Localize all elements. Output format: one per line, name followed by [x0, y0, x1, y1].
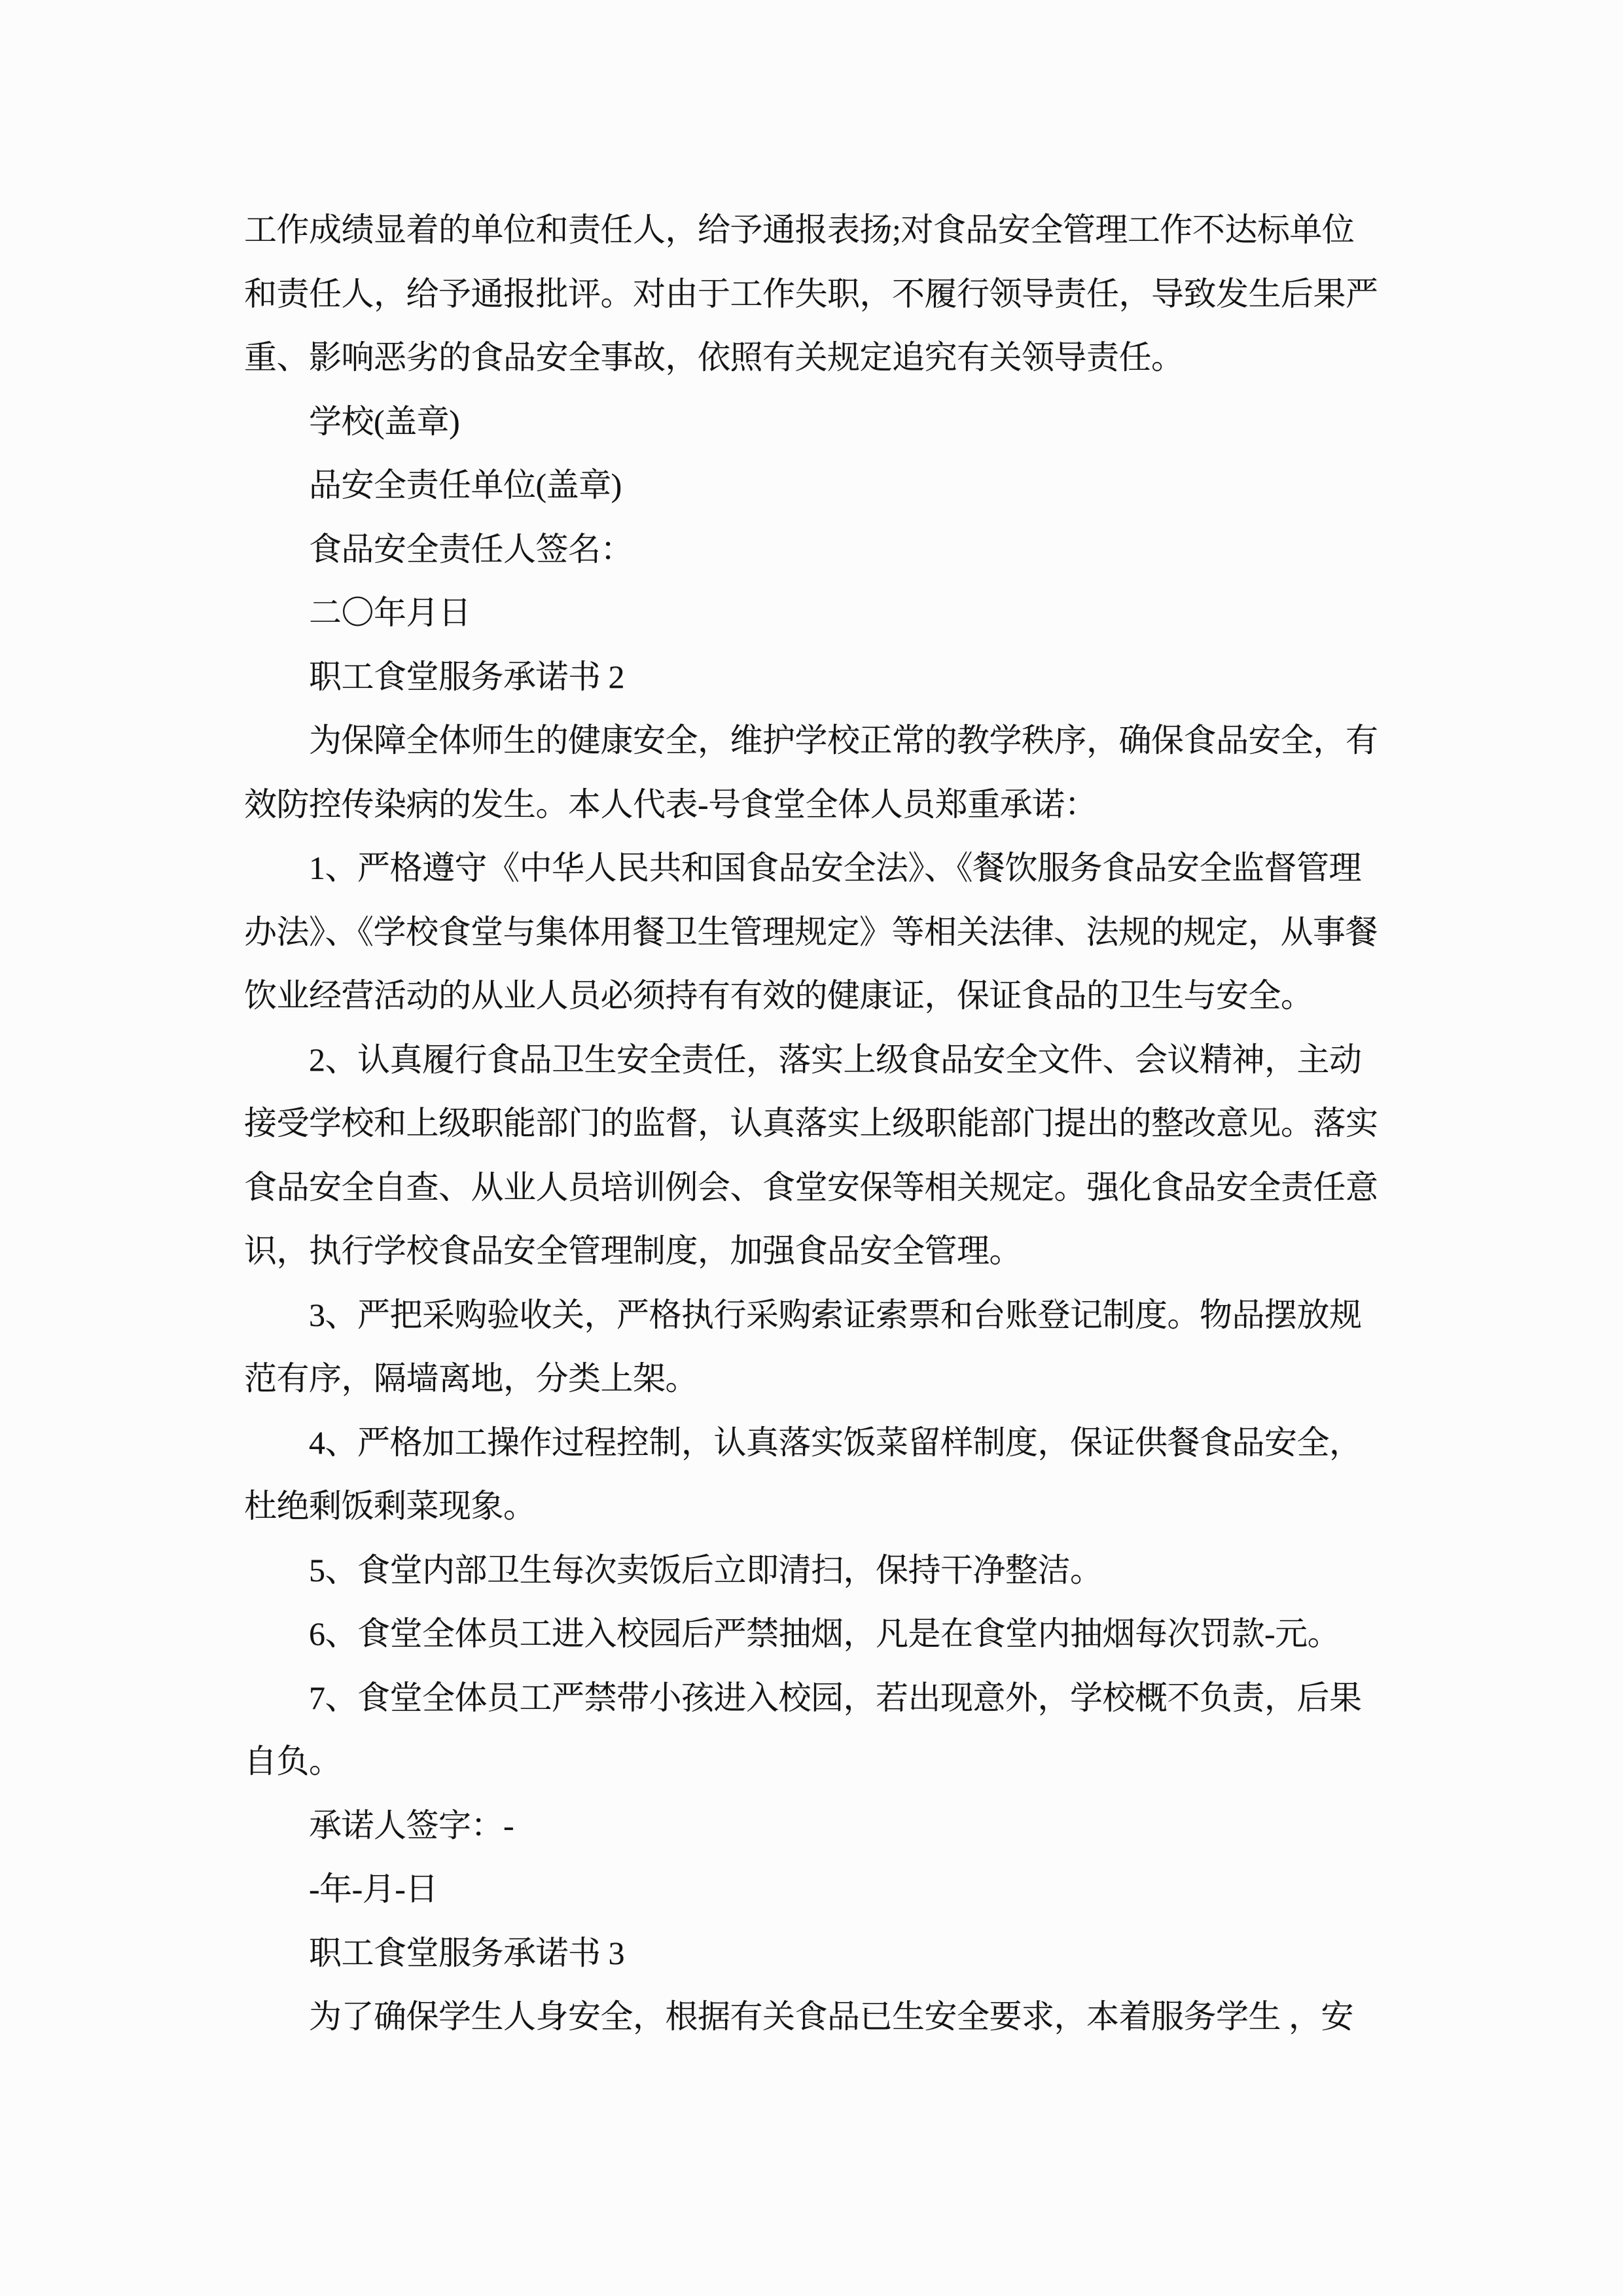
text-line-school-seal: 学校(盖章)	[244, 403, 460, 440]
text-line-item-3: 3、严把采购验收关，严格执行采购索证索票和台账登记制度。物品摆放规	[244, 1296, 1362, 1333]
text-line: 效防控传染病的发生。本人代表-号食堂全体人员郑重承诺：	[244, 785, 1097, 823]
text-line: 重、影响恶劣的食品安全事故，依照有关规定追究有关领导责任。	[244, 339, 1184, 376]
text-line-signature-label: 食品安全责任人签名：	[244, 530, 633, 567]
text-line: 为了确保学生人身安全，根据有关食品已生安全要求，本着服务学生 ，安	[244, 1998, 1353, 2035]
text-line-item-6: 6、食堂全体员工进入校园后严禁抽烟，凡是在食堂内抽烟每次罚款-元。	[244, 1615, 1340, 1652]
text-line: 自负。	[244, 1743, 342, 1780]
text-line: 杜绝剩饭剩菜现象。	[244, 1488, 536, 1524]
text-line-date: 二〇年月日	[244, 594, 471, 631]
text-line-item-7: 7、食堂全体员工严禁带小孩进入校园，若出现意外，学校概不负责，后果	[244, 1679, 1362, 1716]
text-line-item-4: 4、严格加工操作过程控制，认真落实饭菜留样制度，保证供餐食品安全，	[244, 1424, 1362, 1461]
text-line-promiser-signature: 承诺人签字：-	[244, 1806, 514, 1844]
text-line: 饮业经营活动的从业人员必须持有有效的健康证，保证食品的卫生与安全。	[244, 977, 1313, 1014]
text-line-unit-seal: 品安全责任单位(盖章)	[244, 467, 622, 503]
text-line: 食品安全自查、从业人员培训例会、食堂安保等相关规定。强化食品安全责任意	[244, 1168, 1378, 1206]
text-line-item-1: 1、严格遵守《中华人民共和国食品安全法》、《餐饮服务食品安全监督管理	[244, 850, 1361, 886]
text-line: 接受学校和上级职能部门的监督，认真落实上级职能部门提出的整改意见。落实	[244, 1105, 1378, 1141]
section-title-2: 职工食堂服务承诺书 2	[244, 658, 624, 695]
text-line-date: -年-月-日	[244, 1871, 438, 1907]
text-line: 识，执行学校食品安全管理制度，加强食品安全管理。	[244, 1232, 1022, 1269]
text-line: 办法》、《学校食堂与集体用餐卫生管理规定》等相关法律、法规的规定，从事餐	[244, 913, 1378, 950]
text-line: 为保障全体师生的健康安全，维护学校正常的教学秩序，确保食品安全，有	[244, 722, 1378, 759]
text-line: 和责任人，给予通报批评。对由于工作失职，不履行领导责任，导致发生后果严	[244, 275, 1378, 312]
text-line: 工作成绩显着的单位和责任人，给予通报表扬;对食品安全管理工作不达标单位	[244, 211, 1355, 248]
section-title-3: 职工食堂服务承诺书 3	[244, 1934, 624, 1971]
text-line: 范有序，隔墙离地，分类上架。	[244, 1360, 698, 1397]
text-line-item-2: 2、认真履行食品卫生安全责任，落实上级食品安全文件、会议精神，主动	[244, 1041, 1362, 1078]
document-text-block	[244, 198, 1416, 2049]
text-line-item-5: 5、食堂内部卫生每次卖饭后立即清扫，保持干净整洁。	[244, 1551, 1103, 1588]
